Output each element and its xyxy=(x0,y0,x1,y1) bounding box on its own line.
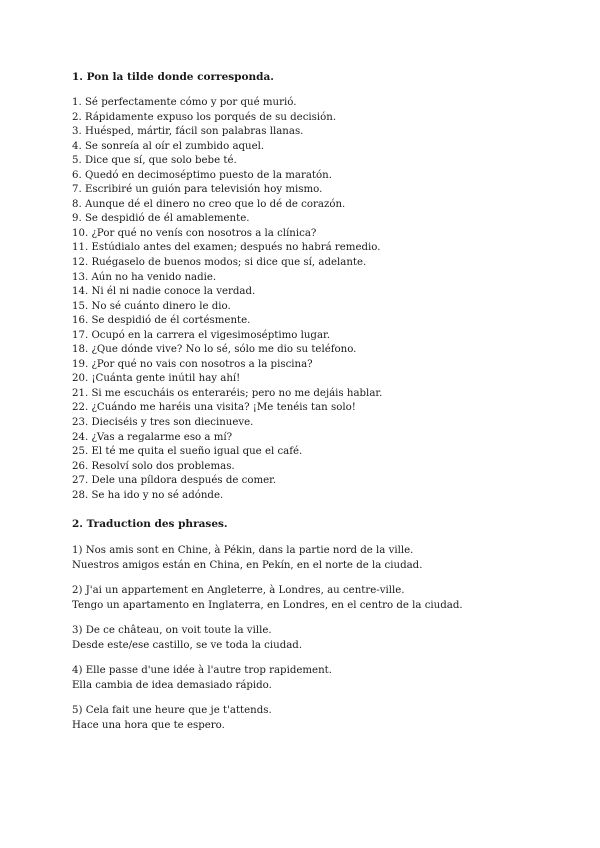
exercise-item: 22. ¿Cuándo me haréis una visita? ¡Me tenéis tan solo! xyxy=(72,402,356,414)
spanish-sentence: Desde este/ese castillo, se ve toda la ciudad. xyxy=(72,640,303,652)
translation-section xyxy=(72,517,542,733)
spanish-sentence: Ella cambia de idea demasiado rápido. xyxy=(72,680,272,692)
exercise-item: 11. Estúdialo antes del examen; después no habrá remedio. xyxy=(72,242,381,254)
translation-pair xyxy=(72,543,542,573)
document-page xyxy=(72,70,542,743)
exercise-item: 12. Ruégaselo de buenos modos; si dice que sí, adelante. xyxy=(72,257,367,269)
exercise-item: 25. El té me quita el sueño igual que el café. xyxy=(72,446,303,458)
section-title: 1. Pon la tilde donde corresponda. xyxy=(72,71,274,83)
exercise-item: 4. Se sonreía al oír el zumbido aquel. xyxy=(72,140,265,152)
exercise-list xyxy=(72,96,542,503)
exercise-item: 5. Dice que sí, que solo bebe té. xyxy=(72,155,237,167)
exercise-item: 10. ¿Por qué no venís con nosotros a la clínica? xyxy=(72,227,317,239)
exercise-item: 6. Quedó en decimoséptimo puesto de la maratón. xyxy=(72,169,332,181)
spanish-sentence: Nuestros amigos están en China, en Pekín, en el norte de la ciudad. xyxy=(72,560,423,572)
exercise-section-accents xyxy=(72,70,542,503)
exercise-item: 1. Sé perfectamente cómo y por qué murió. xyxy=(72,97,297,108)
exercise-item: 21. Si me escucháis os enteraréis; pero no me dejáis hablar. xyxy=(72,387,383,399)
exercise-item: 23. Dieciséis y tres son diecinueve. xyxy=(72,417,254,429)
exercise-item: 20. ¡Cuánta gente inútil hay ahí! xyxy=(72,373,241,385)
translation-pair xyxy=(72,623,542,653)
translation-pair xyxy=(72,703,542,733)
translation-pair xyxy=(72,583,542,613)
exercise-item: 19. ¿Por qué no vais con nosotros a la piscina? xyxy=(72,358,313,370)
exercise-item: 16. Se despidió de él cortésmente. xyxy=(72,315,251,327)
exercise-item: 3. Huésped, mártir, fácil son palabras llanas. xyxy=(72,126,304,138)
french-sentence: 1) Nos amis sont en Chine, à Pékin, dans la partie nord de la ville. xyxy=(72,545,414,557)
french-sentence: 2) J'ai un appartement en Angleterre, à Londres, au centre-ville. xyxy=(72,585,405,597)
exercise-item: 26. Resolví solo dos problemas. xyxy=(72,460,235,472)
exercise-item: 17. Ocupó en la carrera el vigesimoséptimo lugar. xyxy=(72,329,331,341)
exercise-item: 7. Escribiré un guión para televisión hoy mismo. xyxy=(72,184,323,196)
french-sentence: 4) Elle passe d'une idée à l'autre trop rapidement. xyxy=(72,665,332,677)
exercise-item: 13. Aún no ha venido nadie. xyxy=(72,271,217,283)
section-title: 2. Traduction des phrases. xyxy=(72,518,228,531)
exercise-item: 18. ¿Que dónde vive? No lo sé, sólo me dio su teléfono. xyxy=(72,344,357,356)
exercise-item: 15. No sé cuánto dinero le dio. xyxy=(72,300,231,312)
exercise-item: 14. Ni él ni nadie conoce la verdad. xyxy=(72,286,256,298)
exercise-item: 9. Se despidió de él amablemente. xyxy=(72,213,250,225)
exercise-item: 8. Aunque dé el dinero no creo que lo dé de corazón. xyxy=(72,198,346,210)
spanish-sentence: Hace una hora que te espero. xyxy=(72,720,225,732)
french-sentence: 3) De ce château, on voit toute la ville. xyxy=(72,625,272,637)
exercise-item: 28. Se ha ido y no sé adónde. xyxy=(72,489,224,501)
exercise-item: 27. Dele una píldora después de comer. xyxy=(72,475,277,487)
french-sentence: 5) Cela fait une heure que je t'attends. xyxy=(72,705,272,717)
spanish-sentence: Tengo un apartamento en Inglaterra, en Londres, en el centro de la ciudad. xyxy=(72,600,463,612)
translation-pair xyxy=(72,663,542,693)
exercise-item: 24. ¿Vas a regalarme eso a mí? xyxy=(72,431,233,443)
exercise-item: 2. Rápidamente expuso los porqués de su decisión. xyxy=(72,111,337,123)
